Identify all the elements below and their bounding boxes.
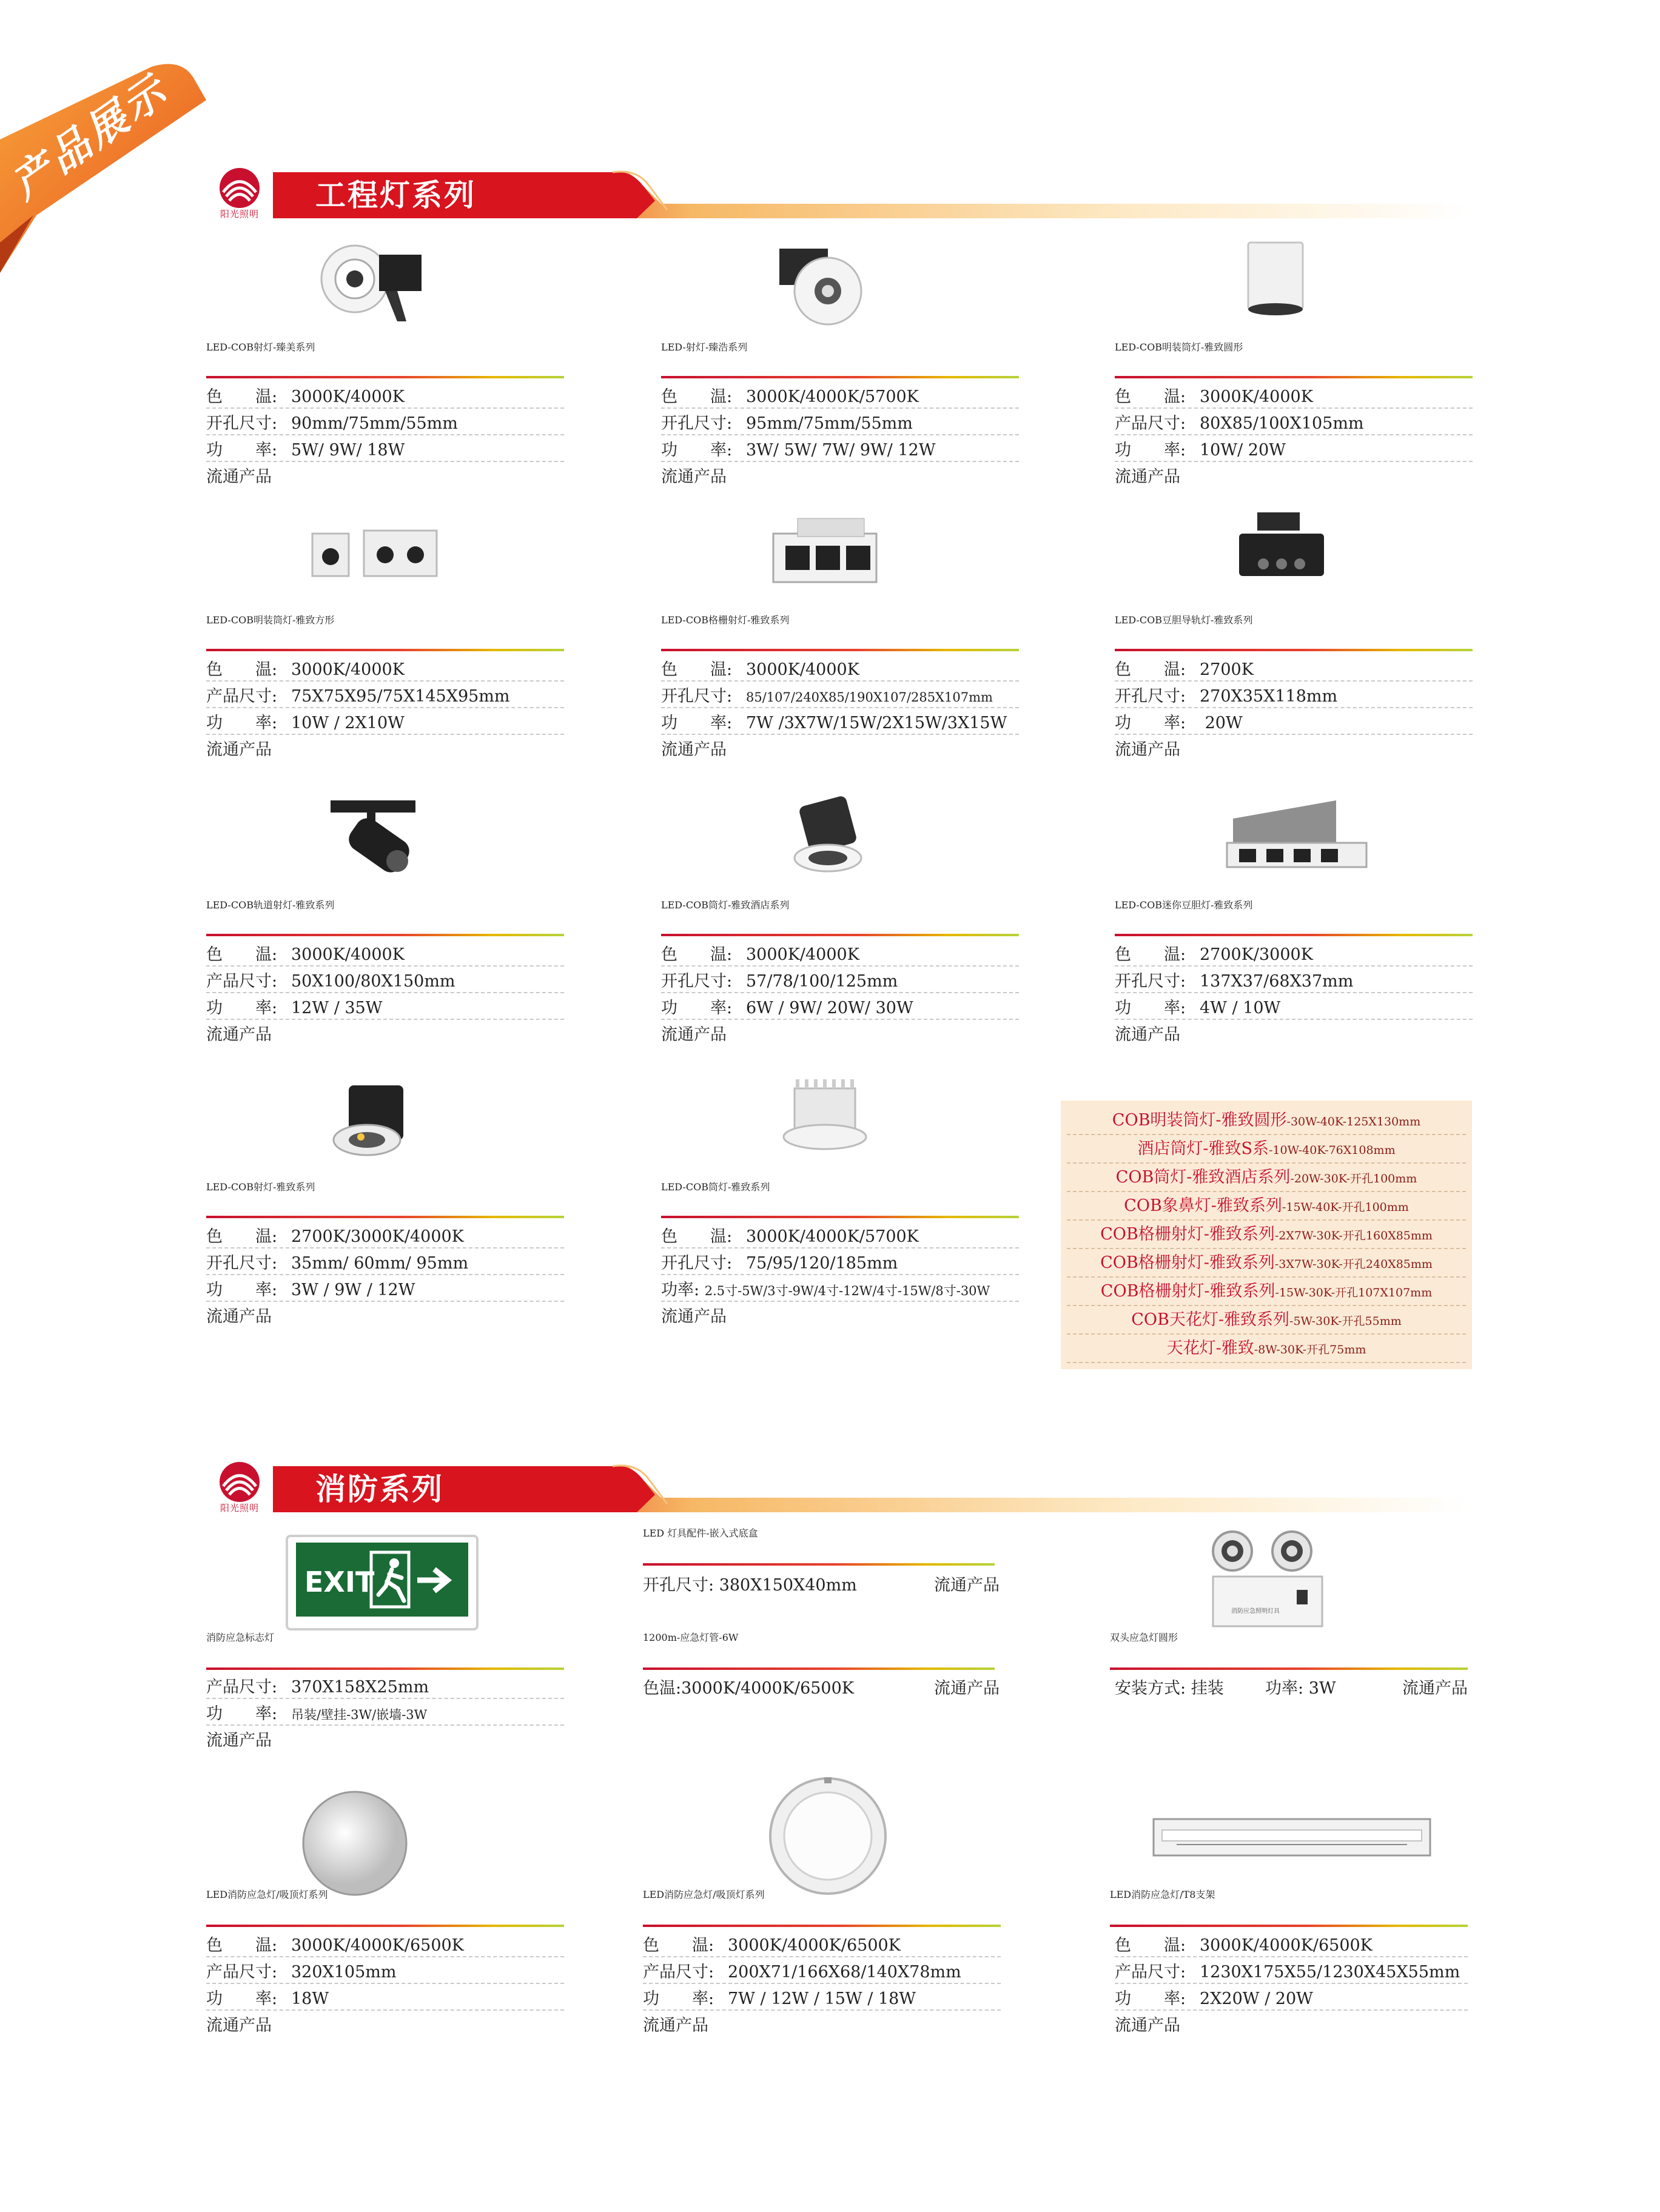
spec-cct — [643, 1932, 1001, 1957]
product-name: LED-射灯-臻浩系列 — [661, 341, 748, 353]
spec-cct — [661, 941, 1019, 967]
spec-label: 功 率: — [206, 1989, 278, 2008]
note-name: COB筒灯-雅致酒店系列 — [1115, 1168, 1291, 1187]
note-spec: -5W-30K-开孔55mm — [1289, 1315, 1402, 1328]
spec-label: 色 温: — [643, 1936, 714, 1955]
section-header-bar — [273, 1461, 1468, 1512]
section-header-engineering — [206, 165, 1468, 223]
spec-dimension — [661, 968, 1019, 993]
spec-stock: 流通产品 — [661, 468, 727, 486]
product-name: 消防应急标志灯 — [206, 1632, 275, 1643]
spec-label: 开孔尺寸: — [1115, 687, 1186, 706]
spec-cct — [643, 1675, 854, 1699]
spec-value: 3000K/4000K/6500K — [1200, 1936, 1373, 1955]
spec-power — [206, 437, 564, 462]
spec-power — [206, 709, 564, 735]
grille-spotlight-icon — [761, 509, 919, 606]
spec-cct — [1115, 656, 1473, 682]
spec-label: 色 温: — [1115, 945, 1186, 964]
product-name: LED-COB豆胆导轨灯-雅致系列 — [1115, 614, 1253, 626]
note-item — [1067, 1164, 1466, 1192]
name-underline — [661, 934, 1019, 936]
exit-sign-text: EXIT — [304, 1566, 375, 1598]
spec-label: 产品尺寸: — [643, 1963, 714, 1982]
exit-sign-icon — [285, 1534, 479, 1631]
spec-cct — [206, 941, 564, 967]
spec-label: 功 率: — [1115, 441, 1186, 460]
spec-value: 2700K/3000K/4000K — [291, 1227, 464, 1246]
spec-value: 3000K/4000K/6500K — [291, 1936, 464, 1955]
section-title: 消防系列 — [315, 1472, 444, 1507]
spec-value: 50X100/80X150mm — [291, 972, 455, 991]
spec-label: 色 温: — [1115, 660, 1186, 679]
spec-value: 12W / 35W — [291, 999, 383, 1017]
spec-stock: 流通产品 — [206, 1307, 272, 1326]
spec-size — [206, 1674, 564, 1699]
spec-value: 3000K/4000K/6500K — [728, 1936, 901, 1955]
spec-cutout — [643, 1572, 857, 1596]
spec-cct — [661, 383, 1019, 409]
spec-value: 挂装 — [1191, 1679, 1224, 1698]
spec-stock: 流通产品 — [934, 1679, 1000, 1698]
spec-stock: 流通产品 — [643, 2016, 708, 2035]
name-underline — [1110, 1925, 1468, 1927]
spec-value: 7W /3X7W/15W/2X15W/3X15W — [746, 714, 1007, 732]
name-underline — [643, 1925, 1001, 1927]
spec-value: 3000K/4000K — [746, 945, 859, 964]
note-name: 酒店筒灯-雅致S系 — [1137, 1139, 1269, 1158]
spec-value: 75X75X95/75X145X95mm — [291, 687, 510, 706]
spec-power — [661, 1276, 1019, 1302]
section-header-fire — [206, 1459, 1468, 1517]
spec-stock: 流通产品 — [206, 2016, 272, 2035]
spec-label: 开孔尺寸: — [643, 1576, 714, 1595]
spec-label: 安装方式: — [1115, 1679, 1186, 1698]
spec-dimension — [1115, 968, 1473, 993]
spec-label: 产品尺寸: — [1115, 1963, 1186, 1982]
spec-power — [661, 994, 1019, 1020]
spec-value: 3000K/4000K — [746, 660, 859, 679]
note-item — [1067, 1306, 1466, 1335]
spec-dimension — [206, 683, 564, 708]
spec-dimension — [1115, 410, 1473, 435]
spec-value: 20W — [1200, 714, 1243, 732]
spec-value: 57/78/100/125mm — [746, 972, 898, 991]
surface-cylinder-downlight-icon — [1215, 236, 1373, 333]
spec-value: 18W — [291, 1989, 329, 2008]
spec-label: 功 率: — [1115, 999, 1186, 1017]
spec-power — [1115, 437, 1473, 462]
spec-value: 2.5寸-5W/3寸-9W/4寸-12W/4寸-15W/8寸-30W — [704, 1284, 990, 1298]
spec-cct — [206, 656, 564, 682]
spec-cct — [206, 1932, 564, 1957]
spec-label: 功 率: — [661, 441, 733, 460]
spec-value: 2700K — [1200, 660, 1254, 679]
ceiling-light-icon — [300, 1789, 409, 1898]
note-name: COB明装筒灯-雅致圆形 — [1112, 1111, 1287, 1130]
name-underline — [643, 1667, 995, 1670]
spec-label: 开孔尺寸: — [661, 687, 733, 706]
track-spotlight-icon — [306, 794, 464, 891]
brand-logo-text: 阳光照明 — [220, 209, 259, 220]
spec-label: 色 温: — [1115, 1936, 1186, 1955]
product-name: LED-COB筒灯-雅致酒店系列 — [661, 899, 790, 911]
name-underline — [661, 1216, 1019, 1218]
spec-label: 开孔尺寸: — [206, 414, 278, 433]
spec-size — [1115, 1959, 1468, 1984]
spec-value: 3000K/4000K — [1200, 387, 1313, 406]
name-underline — [206, 1925, 564, 1927]
product-name: LED 灯具配件-嵌入式底盒 — [643, 1527, 758, 1539]
surface-square-downlight-icon — [306, 509, 464, 606]
spec-value: 320X105mm — [291, 1963, 397, 1982]
spec-label: 开孔尺寸: — [206, 1254, 278, 1273]
recessed-spotlight-white-icon — [306, 236, 464, 333]
spec-power — [1115, 709, 1473, 735]
spec-dimension — [661, 683, 1019, 708]
spec-stock: 流通产品 — [1115, 468, 1180, 486]
note-spec: -30W-40K-125X130mm — [1286, 1115, 1421, 1128]
spec-value: 4W / 10W — [1200, 999, 1281, 1017]
name-underline — [643, 1563, 995, 1566]
spec-label: 开孔尺寸: — [1115, 972, 1186, 991]
spec-label: 功 率: — [1115, 714, 1186, 732]
product-name: LED消防应急灯/T8支架 — [1110, 1889, 1215, 1900]
note-name: 天花灯-雅致 — [1166, 1339, 1254, 1358]
spec-stock: 流通产品 — [1115, 740, 1180, 759]
spec-dimension — [1115, 683, 1473, 708]
spec-cct — [206, 1223, 564, 1248]
spec-label: 开孔尺寸: — [661, 1254, 733, 1273]
spec-label: 功 率: — [643, 1989, 714, 2008]
spec-label: 开孔尺寸: — [661, 414, 733, 433]
spec-value: 3000K/4000K/6500K — [681, 1679, 854, 1698]
spec-size — [643, 1959, 1001, 1984]
product-name: LED消防应急灯/吸顶灯系列 — [206, 1889, 328, 1900]
note-spec: -10W-40K-76X108mm — [1269, 1144, 1396, 1157]
name-underline — [206, 376, 564, 378]
twin-head-light-icon — [1207, 1528, 1328, 1631]
spec-label: 功 率: — [206, 1704, 278, 1723]
note-item — [1067, 1335, 1466, 1363]
spec-power — [1115, 1985, 1468, 2011]
spec-label: 功 率: — [1115, 1989, 1186, 2008]
spec-label: 开孔尺寸: — [661, 972, 733, 991]
spec-label: 功 率: — [206, 999, 278, 1017]
spec-value: 35mm/ 60mm/ 95mm — [291, 1254, 469, 1273]
corner-ribbon — [0, 0, 218, 279]
spec-value: 5W/ 9W/ 18W — [291, 441, 405, 460]
spec-install — [1115, 1675, 1224, 1699]
spec-label: 产品尺寸: — [206, 1963, 278, 1982]
spec-value: 80X85/100X105mm — [1200, 414, 1364, 433]
note-spec: -3X7W-30K-开孔240X85mm — [1274, 1258, 1433, 1271]
spec-label: 功 率: — [206, 1281, 278, 1299]
product-name: LED-COB明装筒灯-雅致方形 — [206, 614, 335, 626]
note-item — [1067, 1192, 1466, 1221]
spec-cct — [1115, 383, 1473, 409]
spec-value: 3000K/4000K/5700K — [746, 1227, 919, 1246]
spec-power — [643, 1985, 1001, 2011]
spec-label: 色 温: — [206, 387, 278, 406]
name-underline — [206, 934, 564, 936]
spec-value: 95mm/75mm/55mm — [746, 414, 913, 433]
spec-value: 380X150X40mm — [719, 1576, 857, 1595]
spec-dimension — [206, 1250, 564, 1275]
product-name: LED消防应急灯/吸顶灯系列 — [643, 1889, 765, 1900]
spec-label: 色 温: — [206, 1227, 278, 1246]
twin-head-label: 消防应急照明灯具 — [1231, 1608, 1280, 1615]
spec-power — [1265, 1675, 1336, 1699]
spec-label: 色 温: — [661, 387, 733, 406]
t8-bracket-icon — [1152, 1813, 1431, 1862]
note-item — [1067, 1135, 1466, 1164]
spec-power — [206, 1985, 564, 2011]
note-spec: -20W-30K-开孔100mm — [1290, 1172, 1417, 1185]
spec-cct — [1115, 1932, 1468, 1957]
note-name: COB格栅射灯-雅致系列 — [1100, 1282, 1275, 1301]
spec-power — [206, 1276, 564, 1302]
spec-value: 3W / 9W / 12W — [291, 1281, 415, 1299]
name-underline — [661, 376, 1019, 378]
product-name: LED-COB筒灯-雅致系列 — [661, 1181, 770, 1193]
spec-power — [206, 994, 564, 1020]
ceiling-light-icon — [767, 1775, 889, 1897]
brand-logo-text: 阳光照明 — [220, 1503, 259, 1513]
supplementary-product-list — [1061, 1101, 1472, 1369]
note-name: COB天花灯-雅致系列 — [1131, 1310, 1290, 1329]
note-item — [1067, 1107, 1466, 1135]
spec-power — [206, 1700, 564, 1726]
spec-value: 2X20W / 20W — [1200, 1989, 1313, 2008]
spec-value: 137X37/68X37mm — [1200, 972, 1354, 991]
spec-stock: 流通产品 — [206, 1025, 272, 1044]
spec-stock: 流通产品 — [1402, 1679, 1468, 1698]
product-name: 双头应急灯圆形 — [1110, 1632, 1178, 1643]
spec-label: 色 温: — [661, 660, 733, 679]
spec-label: 色 温: — [206, 945, 278, 964]
recessed-spotlight-black-icon — [761, 236, 919, 333]
spec-label: 功 率: — [661, 714, 733, 732]
spec-stock: 流通产品 — [1115, 1025, 1180, 1044]
note-name: COB格栅射灯-雅致系列 — [1100, 1225, 1275, 1244]
spec-label: 色 温: — [206, 660, 278, 679]
spec-value: 1230X175X55/1230X45X55mm — [1200, 1963, 1460, 1982]
spec-value: 2700K/3000K — [1200, 945, 1313, 964]
spec-power — [661, 709, 1019, 735]
product-name: LED-COB轨道射灯-雅致系列 — [206, 899, 335, 911]
spec-label: 色 温: — [1115, 387, 1186, 406]
note-spec: -15W-30K-开孔107X107mm — [1275, 1286, 1433, 1299]
name-underline — [1115, 649, 1473, 651]
spec-stock: 流通产品 — [1115, 2016, 1180, 2035]
spec-label: 功 率: — [206, 714, 278, 732]
spec-label: 功 率: — [661, 999, 733, 1017]
product-name: 1200m-应急灯管-6W — [643, 1632, 739, 1643]
spec-label: 色 温: — [661, 945, 733, 964]
note-name: COB格栅射灯-雅致系列 — [1100, 1253, 1275, 1272]
spec-dimension — [206, 410, 564, 435]
name-underline — [1110, 1667, 1468, 1670]
spec-label: 产品尺寸: — [1115, 414, 1186, 433]
spec-value: 7W / 12W / 15W / 18W — [728, 1989, 916, 2008]
spec-value: 200X71/166X68/140X78mm — [728, 1963, 961, 1982]
note-spec: -2X7W-30K-开孔160X85mm — [1274, 1229, 1433, 1242]
spec-value: 270X35X118mm — [1200, 687, 1338, 706]
spec-stock: 流通产品 — [661, 1307, 727, 1326]
product-name: LED-COB迷你豆胆灯-雅致系列 — [1115, 899, 1253, 911]
spec-value: 3000K/4000K/5700K — [746, 387, 919, 406]
name-underline — [1115, 934, 1473, 936]
spec-stock: 流通产品 — [661, 1025, 727, 1044]
name-underline — [1115, 376, 1473, 378]
spec-stock: 流通产品 — [934, 1576, 1000, 1595]
finned-downlight-icon — [761, 1076, 919, 1173]
spec-cct — [1115, 941, 1473, 967]
spec-cct — [661, 656, 1019, 682]
spec-label: 功率: — [661, 1281, 700, 1299]
spec-label: 产品尺寸: — [206, 687, 278, 706]
note-item — [1067, 1249, 1466, 1278]
spec-value: 10W/ 20W — [1200, 441, 1286, 460]
spec-dimension — [206, 968, 564, 993]
name-underline — [206, 1667, 564, 1670]
spec-cct — [661, 1223, 1019, 1248]
spec-value: 75/95/120/185mm — [746, 1254, 898, 1273]
spec-label: 色 温: — [661, 1227, 733, 1246]
spec-stock: 流通产品 — [206, 740, 272, 759]
name-underline — [661, 649, 1019, 651]
spec-stock: 流通产品 — [206, 468, 272, 486]
note-spec: -8W-30K-开孔75mm — [1254, 1343, 1366, 1356]
spec-value: 10W / 2X10W — [291, 714, 405, 732]
note-item — [1067, 1221, 1466, 1249]
hotel-downlight-icon — [761, 794, 919, 891]
spec-power — [661, 437, 1019, 462]
product-name: LED-COB射灯-雅致系列 — [206, 1181, 315, 1193]
spec-value: 3000K/4000K — [291, 387, 405, 406]
spec-value: 370X158X25mm — [291, 1678, 429, 1697]
spec-size — [206, 1959, 564, 1984]
spec-label: 功率: — [1265, 1679, 1304, 1698]
spec-value: 85/107/240X85/190X107/285X107mm — [746, 690, 993, 705]
spec-cct — [206, 383, 564, 409]
spec-value: 3W — [1308, 1679, 1336, 1698]
spec-value: 3000K/4000K — [291, 945, 405, 964]
product-name: LED-COB格栅射灯-雅致系列 — [661, 614, 790, 626]
spec-value: 3000K/4000K — [291, 660, 405, 679]
spec-stock: 流通产品 — [206, 1731, 272, 1750]
spec-dimension — [661, 1250, 1019, 1275]
spec-value: 6W / 9W/ 20W/ 30W — [746, 999, 913, 1017]
corner-text: 产品展示 — [2, 65, 178, 209]
spec-value: 90mm/75mm/55mm — [291, 414, 458, 433]
product-name: LED-COB射灯-臻美系列 — [206, 341, 315, 353]
note-item — [1067, 1278, 1466, 1306]
spec-label: 产品尺寸: — [206, 972, 278, 991]
spec-label: 色 温: — [206, 1936, 278, 1955]
note-name: COB象鼻灯-雅致系列 — [1124, 1196, 1282, 1215]
name-underline — [206, 649, 564, 651]
note-spec: -15W-40K-开孔100mm — [1282, 1201, 1409, 1214]
mini-grille-light-icon — [1215, 794, 1373, 891]
section-title: 工程灯系列 — [315, 178, 476, 213]
spec-stock: 流通产品 — [661, 740, 727, 759]
spec-dimension — [661, 410, 1019, 435]
spec-label: 功 率: — [206, 441, 278, 460]
name-underline — [206, 1216, 564, 1218]
product-name: LED-COB明装筒灯-雅致圆形 — [1115, 341, 1243, 353]
spec-value: 吊装/壁挂-3W/嵌墙-3W — [291, 1708, 428, 1722]
track-grille-light-icon — [1215, 509, 1373, 606]
spec-label: 色温: — [643, 1679, 682, 1698]
spec-label: 产品尺寸: — [206, 1678, 278, 1697]
spec-power — [1115, 994, 1473, 1020]
spec-value: 3W/ 5W/ 7W/ 9W/ 12W — [746, 441, 936, 460]
adjustable-spotlight-icon — [306, 1076, 464, 1173]
